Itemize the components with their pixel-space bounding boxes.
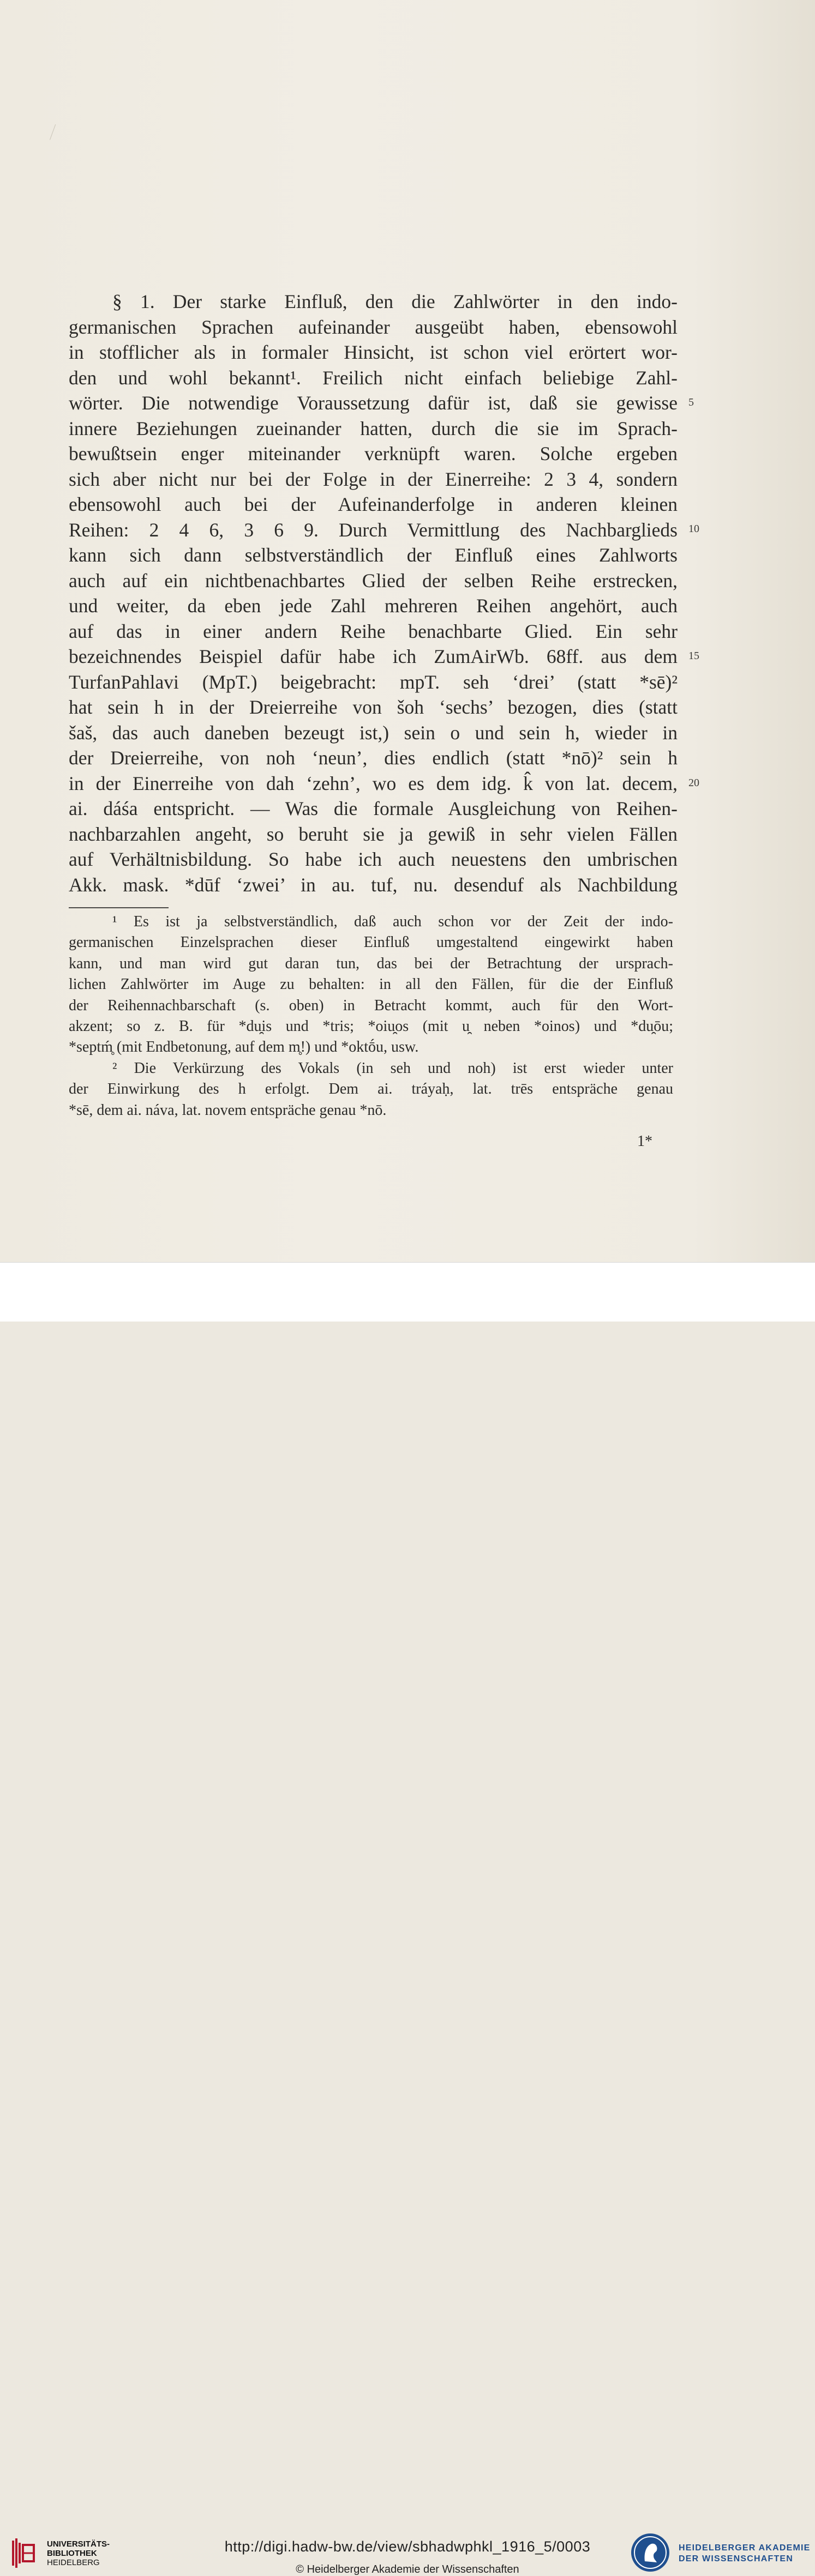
footnote-line: *sē, dem ai. náva, lat. novem entspräche genau *nō. <box>69 1101 387 1119</box>
text-line: Reihen: 2 4 6, 3 6 9. Durch Vermittlung des Nachbarglieds <box>69 518 678 541</box>
margin-line-number: 15 <box>688 650 699 662</box>
body-text <box>69 289 678 897</box>
text-line: sich aber nicht nur bei der Folge in der Einerreihe: 2 3 4, sondern <box>69 468 678 490</box>
text-line: nachbarzahlen angeht, so beruht sie ja gewiß in sehr vielen Fällen <box>69 823 678 845</box>
text-line: bewußtsein enger miteinander verknüpft waren. Solche ergeben <box>69 443 678 464</box>
text-line: ebensowohl auch bei der Aufeinanderfolge in anderen kleinen <box>69 493 678 515</box>
text-line: in der Einerreihe von dah ‘zehn’, wo es dem idg. k̂ von lat. decem, <box>69 772 678 794</box>
copyright-notice: © Heidelberger Akademie der Wissenschaften <box>296 2563 519 2575</box>
text-line: § 1. Der starke Einfluß, den die Zahlwörter in den indo- <box>112 291 678 312</box>
text-line: innere Beziehungen zueinander hatten, durch die sie im Sprach- <box>69 417 678 439</box>
document-url[interactable]: http://digi.hadw-bw.de/view/sbhadwphkl_1916_5/0003 <box>224 2538 591 2555</box>
footnote-line: germanischen Einzelsprachen dieser Einfluß umgestaltend eingewirkt haben <box>69 934 673 951</box>
margin-line-number: 10 <box>688 523 699 535</box>
paper-mark <box>50 124 58 141</box>
text-line: ai. dáśa entspricht. — Was die formale Ausgleichung von Reihen- <box>69 798 678 819</box>
academy-name <box>679 2543 811 2565</box>
footnote-separator <box>69 907 169 908</box>
text-line: šaš, das auch daneben bezeugt ist,) sein o und sein h, wieder in <box>69 721 678 744</box>
academy-name-line: DER WISSENSCHAFTEN <box>679 2554 794 2563</box>
footnote-line: kann, und man wird gut daran tun, das bei der Betrachtung der ursprach- <box>69 955 673 972</box>
margin-line-number: 5 <box>688 396 694 408</box>
text-line: der Dreierreihe, von noh ‘neun’, dies endlich (statt *nō)² sein h <box>69 747 678 769</box>
margin-line-number: 20 <box>688 777 699 789</box>
footnote-line: akzent; so z. B. für *du̯is und *tris; *oiu̯os (mit u̯ neben *oinos) und *du̯ōu; <box>69 1017 673 1035</box>
text-line: bezeichnendes Beispiel dafür habe ich ZumAirWb. 68ff. aus dem <box>69 645 678 667</box>
footnote-line: lichen Zahlwörter im Auge zu behalten: in all den Fällen, für die der Einfluß <box>69 976 673 993</box>
footnote-line: der Einwirkung des h erfolgt. Dem ai. tráyaḥ, lat. trēs entspräche genau <box>69 1081 673 1098</box>
text-line: germanischen Sprachen aufeinander ausgeübt haben, ebensowohl <box>69 316 678 338</box>
footnote-line: ¹ Es ist ja selbstverständlich, daß auch schon vor der Zeit der indo- <box>112 913 673 930</box>
text-line: TurfanPahlavi (MpT.) beigebracht: mpT. seh ‘drei’ (statt *sē)² <box>69 671 678 693</box>
academy-name-line: HEIDELBERGER AKADEMIE <box>679 2543 811 2553</box>
text-line: auf das in einer andern Reihe benachbarte Glied. Ein sehr <box>69 620 678 642</box>
footnotes <box>69 912 673 1121</box>
library-name-line: UNIVERSITÄTS- <box>47 2539 110 2549</box>
footnote-line: der Reihennachbarschaft (s. oben) in Betracht kommt, auch für den Wort- <box>69 997 673 1014</box>
footnote-line: *septḿ̥ (mit Endbetonung, auf dem m̥!) und *oktṓu, usw. <box>69 1039 419 1056</box>
text-line: und weiter, da eben jede Zahl mehreren Reihen angehört, auch <box>69 595 678 617</box>
footnote-line: ² Die Verkürzung des Vokals (in seh und noh) ist erst wieder unter <box>112 1059 673 1077</box>
text-line: hat sein h in der Dreierreihe von šoh ‘sechs’ bezogen, dies (statt <box>69 696 678 718</box>
document-page <box>0 0 815 1262</box>
academy-seal-icon[interactable] <box>630 2532 671 2573</box>
viewer-footer <box>0 1262 815 2575</box>
text-line: kann sich dann selbstverständlich der Einfluß eines Zahlworts <box>69 544 678 566</box>
library-city: HEIDELBERG <box>47 2558 100 2567</box>
text-line: auf Verhältnisbildung. So habe ich auch neuestens den umbrischen <box>69 848 678 870</box>
text-line: Akk. mask. *dūf ‘zwei’ in au. tuf, nu. desenduf als Nachbildung <box>69 873 678 896</box>
text-line: wörter. Die notwendige Voraussetzung dafür ist, daß sie gewisse <box>69 392 678 414</box>
text-line: auch auf ein nichtbenachbartes Glied der selben Reihe erstrecken, <box>69 569 678 592</box>
signature-mark: 1* <box>637 1133 652 1150</box>
text-line: in stofflicher als in formaler Hinsicht, ist schon viel erörtert wor- <box>69 341 678 363</box>
text-line: den und wohl bekannt¹. Freilich nicht einfach beliebige Zahl- <box>69 366 678 389</box>
library-name-line: BIBLIOTHEK <box>47 2549 97 2558</box>
